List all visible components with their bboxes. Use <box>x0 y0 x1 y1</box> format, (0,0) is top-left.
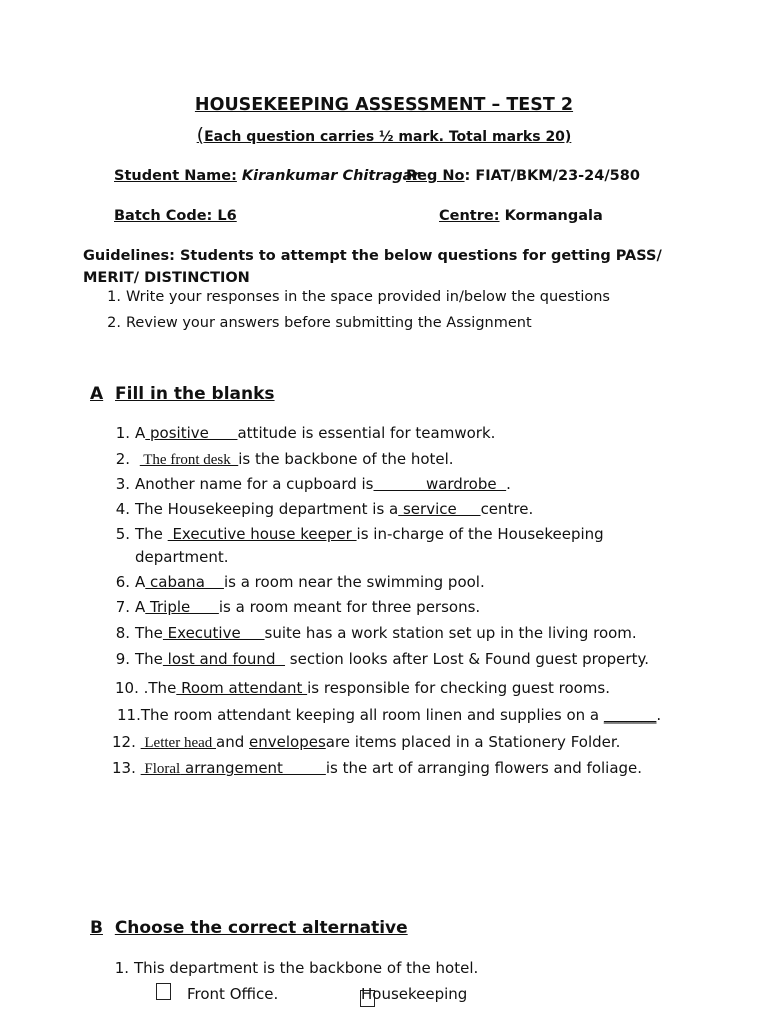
batch-code: Batch Code: L6 <box>114 208 237 224</box>
section-a-title: Fill in the blanks <box>115 384 275 404</box>
student-name-row <box>114 168 420 184</box>
page-title: HOUSEKEEPING ASSESSMENT – TEST 2 <box>194 95 574 115</box>
answer-blank: Room attendant <box>176 679 308 697</box>
question-a3: 3. Another name for a cupboard is wardrobe . <box>115 475 511 493</box>
guideline-item: 1. Write your responses in the space provided in/below the questions <box>107 289 610 305</box>
open-paren: ( <box>196 124 205 146</box>
guideline-item: 2. Review your answers before submitting the Assignment <box>107 315 532 331</box>
option-label: Housekeeping <box>361 985 468 1003</box>
centre-value: Kormangala <box>499 208 603 224</box>
centre-row <box>439 208 603 224</box>
answer-blank: Executive house keeper <box>167 525 357 543</box>
answer-blank: Executive <box>162 624 265 642</box>
reg-no-label: Reg No <box>406 168 465 184</box>
option-checkbox[interactable] <box>156 983 171 1004</box>
answer-blank: service <box>398 500 481 518</box>
centre-label: Centre: <box>439 208 500 224</box>
reg-no-row <box>406 168 640 184</box>
answer-blank: positive <box>145 424 238 442</box>
question-a5-cont: department. <box>135 548 229 566</box>
answer-blank: arrangement <box>180 759 326 777</box>
question-a8: 8. The Executive suite has a work station set up in the living room. <box>115 624 637 642</box>
student-name-value: Kirankumar Chitragar <box>236 168 420 184</box>
question-a10: 10. .The Room attendant is responsible for checking guest rooms. <box>115 679 610 697</box>
answer-blank: wardrobe <box>373 475 507 493</box>
option-label: Front Office. <box>187 985 279 1003</box>
question-a12: 12. Letter head and envelopesare items placed in a Stationery Folder. <box>112 733 621 751</box>
answer-blank: lost and found <box>162 650 286 668</box>
section-b-title: Choose the correct alternative <box>114 918 408 938</box>
answer-blank: The front desk <box>139 452 239 468</box>
marks-note <box>0 124 768 146</box>
section-b-letter: B <box>90 918 103 938</box>
checkbox-icon[interactable] <box>156 983 171 1000</box>
student-name-label: Student Name: <box>114 168 237 184</box>
answer-blank: Floral <box>140 761 181 777</box>
section-a-letter: A <box>90 384 104 404</box>
answer-blank: cabana <box>145 573 224 591</box>
answer-blank: _______ <box>603 706 657 724</box>
question-a4: 4. The Housekeeping department is a service centre. <box>115 500 534 518</box>
question-a2: 2. The front desk is the backbone of the hotel. <box>115 450 454 468</box>
question-a9: 9. The lost and found section looks after Lost & Found guest property. <box>115 650 649 668</box>
question-a11: 11.The room attendant keeping all room linen and supplies on a _______. <box>117 706 662 724</box>
reg-no-value: : FIAT/BKM/23-24/580 <box>464 168 640 184</box>
question-a5: 5. The Executive house keeper is in-charge of the Housekeeping <box>115 525 604 543</box>
answer-blank: Letter head <box>140 735 217 751</box>
question-a7: 7. A Triple is a room meant for three persons. <box>115 598 481 616</box>
marks-note-text: Each question carries ½ mark. Total marks 20) <box>204 129 572 145</box>
question-b1: 1. This department is the backbone of the hotel. <box>114 959 479 977</box>
answer-blank: Triple <box>145 598 219 616</box>
question-a6: 6. A cabana is a room near the swimming pool. <box>115 573 485 591</box>
section-a-heading <box>90 384 275 404</box>
section-b-heading <box>90 918 408 938</box>
question-a13: 13. Floral arrangement is the art of arranging flowers and foliage. <box>112 759 643 777</box>
answer-blank: envelopes <box>249 733 326 751</box>
guidelines-heading: Guidelines: Students to attempt the below questions for getting PASS/ MERIT/ DISTINCTION <box>83 248 662 286</box>
question-a1: 1. A positive attitude is essential for teamwork. <box>115 424 496 442</box>
